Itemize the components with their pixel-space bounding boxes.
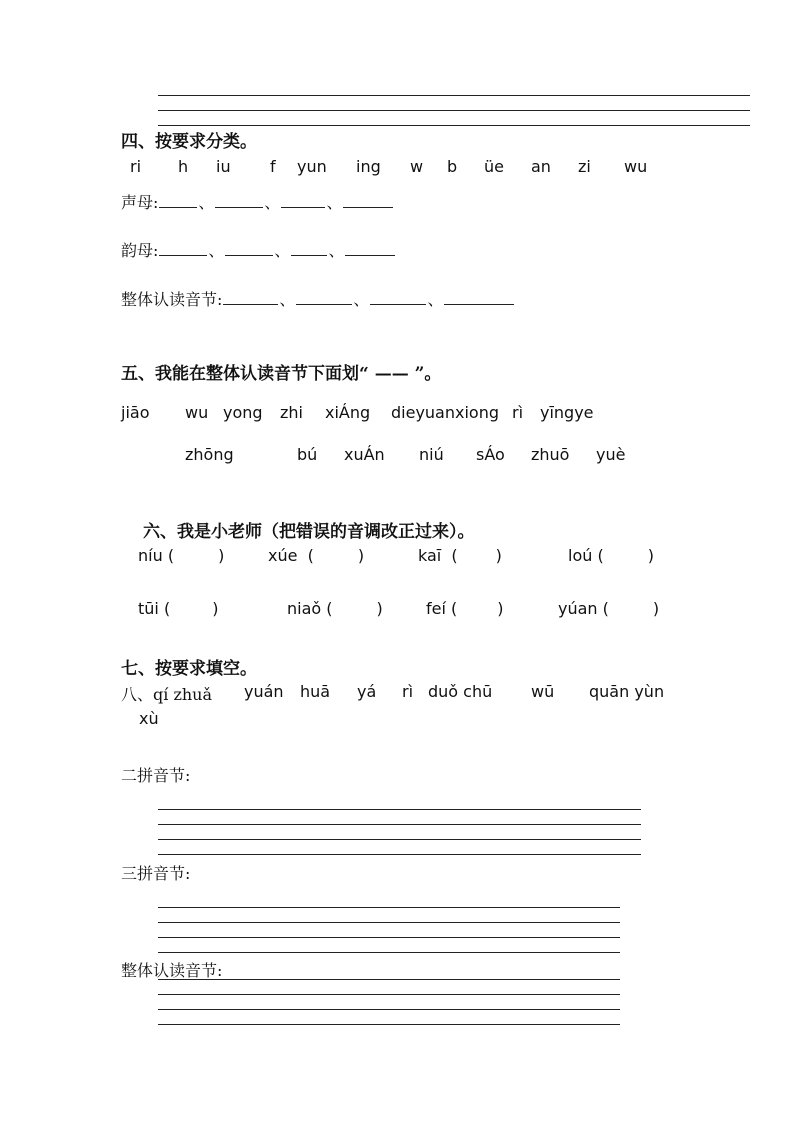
fill-blank[interactable] [159, 193, 197, 208]
paren: ( [163, 599, 171, 618]
paren: ) [212, 599, 219, 618]
pinyin-word: zhi [280, 403, 303, 422]
pinyin-word: wū [531, 682, 555, 701]
pinyin-word: kaī [418, 546, 442, 565]
fill-blank[interactable] [225, 241, 273, 256]
correction-item [426, 599, 504, 618]
sanpin-label: 三拼音节: [121, 864, 191, 883]
letter-item: iu [216, 157, 231, 176]
letter-item: üe [484, 157, 504, 176]
paren: ( [597, 546, 604, 565]
answer-line[interactable] [158, 839, 641, 840]
answer-line[interactable] [158, 994, 620, 995]
pinyin-word: sÁo [476, 445, 505, 464]
letter-item: b [447, 157, 458, 176]
pinyin-word: jiāo [121, 403, 150, 422]
separator: 、 [326, 193, 343, 212]
pinyin-word: quān yùn [589, 682, 665, 701]
answer-line[interactable] [158, 1009, 620, 1010]
answer-line [158, 110, 750, 111]
pinyin-word: niú [419, 445, 444, 464]
pinyin-word: yong [223, 403, 263, 422]
answer-line[interactable] [158, 979, 620, 980]
pinyin-word: zhōng [185, 445, 234, 464]
fill-blank[interactable] [281, 193, 325, 208]
section-5-title: 五、我能在整体认读音节下面划“ —— ”。 [121, 364, 442, 384]
separator: 、 [279, 290, 296, 309]
fill-blank[interactable] [345, 241, 395, 256]
shengmu-label: 声母: [121, 193, 159, 212]
pinyin-word: zhuō [531, 445, 570, 464]
separator: 、 [353, 290, 370, 309]
letter-item: ing [356, 157, 381, 176]
correction-row [0, 599, 794, 621]
pinyin-word: xúe [268, 546, 298, 565]
paren: ( [602, 599, 609, 618]
letter-list [0, 157, 794, 179]
pinyin-word: rì [512, 403, 524, 422]
paren: ( [451, 546, 458, 565]
correction-item [138, 599, 218, 618]
fill-blank[interactable] [370, 290, 426, 305]
pinyin-word: yīngye [540, 403, 594, 422]
pinyin-word: yá [357, 682, 377, 701]
pinyin-row [0, 403, 794, 425]
pinyin-word: xiÁng [325, 403, 371, 422]
yunmu-label: 韵母: [121, 241, 159, 260]
paren: ) [652, 599, 660, 618]
pinyin-word: bú [297, 445, 318, 464]
fill-blank[interactable] [159, 241, 207, 256]
letter-item: w [410, 157, 424, 176]
pinyin-word: feí [426, 599, 446, 618]
separator: 、 [264, 193, 281, 212]
pinyin-row [0, 445, 794, 467]
paren: ( [307, 546, 314, 565]
section-7-title: 七、按要求填空。 [121, 659, 257, 679]
answer-line[interactable] [158, 937, 620, 938]
fill-blank[interactable] [215, 193, 263, 208]
pinyin-word: yuè [596, 445, 626, 464]
paren: ) [497, 599, 504, 618]
paren: ( [167, 546, 175, 565]
correction-item [287, 599, 383, 618]
pinyin-word: rì [402, 682, 414, 701]
answer-line[interactable] [158, 907, 620, 908]
separator: 、 [427, 290, 444, 309]
pinyin-row [0, 682, 794, 704]
shengmu-row [121, 190, 394, 213]
pinyin-word: tūi [138, 599, 159, 618]
letter-item: f [270, 157, 276, 176]
fill-blank[interactable] [444, 290, 514, 305]
pinyin-word: niaǒ [287, 599, 322, 618]
paren: ( [451, 599, 458, 618]
zhengti-label-2: 整体认读音节: [121, 961, 223, 980]
pinyin-word: níu [138, 546, 163, 565]
section-6-title: 六、我是小老师（把错误的音调改正过来）。 [143, 522, 475, 542]
paren: ) [647, 546, 654, 565]
paren: ) [357, 546, 365, 565]
pinyin-word: wu [185, 403, 209, 422]
fill-blank[interactable] [343, 193, 393, 208]
pinyin-word: yuán [244, 682, 284, 701]
correction-item [418, 546, 502, 565]
yunmu-row [121, 238, 396, 261]
letter-item: ri [130, 157, 142, 176]
letter-item: h [178, 157, 189, 176]
paren: ) [376, 599, 383, 618]
answer-line [158, 95, 750, 96]
zhengti-row [121, 287, 515, 310]
letter-item: zi [578, 157, 591, 176]
separator: 、 [328, 241, 345, 260]
paren: ) [495, 546, 502, 565]
correction-item [138, 546, 224, 565]
correction-item [558, 599, 659, 618]
zhengti-label: 整体认读音节: [121, 290, 223, 309]
pinyin-word: loú [568, 546, 593, 565]
answer-line[interactable] [158, 854, 641, 855]
separator: 、 [274, 241, 291, 260]
paren: ( [326, 599, 333, 618]
pinyin-word: xù [139, 709, 159, 728]
separator: 、 [208, 241, 225, 260]
separator: 、 [198, 193, 215, 212]
letter-item: an [531, 157, 551, 176]
answer-line[interactable] [158, 922, 620, 923]
answer-line[interactable] [158, 809, 641, 810]
fill-blank[interactable] [296, 290, 352, 305]
paren: ) [218, 546, 225, 565]
pinyin-word: yúan [558, 599, 598, 618]
section-4-title: 四、按要求分类。 [121, 132, 257, 152]
pinyin-word: huā [300, 682, 331, 701]
answer-line[interactable] [158, 1024, 620, 1025]
fill-blank[interactable] [291, 241, 327, 256]
correction-item [268, 546, 364, 565]
correction-row [0, 546, 794, 568]
answer-line [158, 125, 750, 126]
pinyin-word: duǒ chū [428, 682, 493, 701]
correction-item [568, 546, 654, 565]
pinyin-word: xuÁn [344, 445, 385, 464]
answer-line[interactable] [158, 952, 620, 953]
erpin-label: 二拼音节: [121, 766, 191, 785]
pinyin-word: dieyuanxiong [391, 403, 499, 422]
pinyin-word: 八、qí zhuǎ [121, 685, 213, 704]
answer-line[interactable] [158, 824, 641, 825]
letter-item: wu [624, 157, 648, 176]
fill-blank[interactable] [223, 290, 278, 305]
letter-item: yun [297, 157, 327, 176]
